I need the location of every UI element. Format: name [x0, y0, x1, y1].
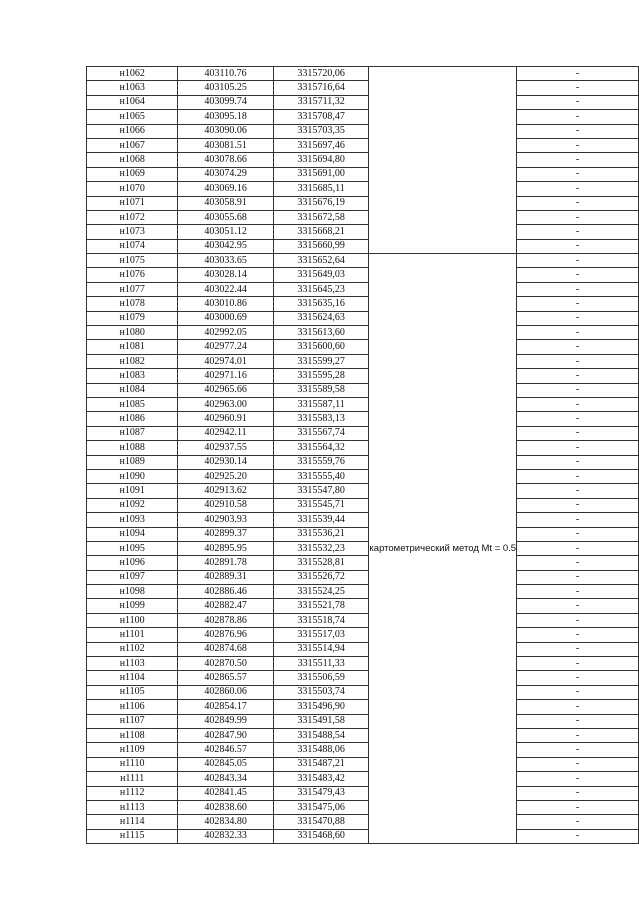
- table-row: [87, 397, 639, 411]
- y-coordinate-cell: 3315595,28: [273, 369, 369, 383]
- point-name-cell: н1070: [87, 182, 178, 196]
- y-coordinate-cell: 3315545,71: [273, 498, 369, 512]
- note-cell: -: [517, 124, 639, 138]
- point-name-cell: н1067: [87, 138, 178, 152]
- x-coordinate-cell: 403074.29: [178, 167, 274, 181]
- note-cell: -: [517, 110, 639, 124]
- x-coordinate-cell: 402882.47: [178, 599, 274, 613]
- table-row: [87, 426, 639, 440]
- point-name-cell: н1063: [87, 81, 178, 95]
- table-row: [87, 268, 639, 282]
- x-coordinate-cell: 403110.76: [178, 67, 274, 81]
- table-row: [87, 556, 639, 570]
- point-name-cell: н1111: [87, 772, 178, 786]
- table-row: [87, 412, 639, 426]
- coordinates-table-body: [87, 67, 639, 844]
- x-coordinate-cell: 403000.69: [178, 311, 274, 325]
- point-name-cell: н1079: [87, 311, 178, 325]
- y-coordinate-cell: 3315475,06: [273, 800, 369, 814]
- note-cell: -: [517, 225, 639, 239]
- point-name-cell: н1066: [87, 124, 178, 138]
- y-coordinate-cell: 3315555,40: [273, 469, 369, 483]
- table-row: [87, 585, 639, 599]
- x-coordinate-cell: 403022.44: [178, 282, 274, 296]
- table-row: [87, 728, 639, 742]
- x-coordinate-cell: 402913.62: [178, 484, 274, 498]
- y-coordinate-cell: 3315652,64: [273, 254, 369, 268]
- point-name-cell: н1080: [87, 326, 178, 340]
- point-name-cell: н1085: [87, 397, 178, 411]
- x-coordinate-cell: 402870.50: [178, 657, 274, 671]
- note-cell: -: [517, 369, 639, 383]
- table-row: [87, 541, 639, 555]
- y-coordinate-cell: 3315496,90: [273, 700, 369, 714]
- y-coordinate-cell: 3315539,44: [273, 513, 369, 527]
- point-name-cell: н1102: [87, 642, 178, 656]
- y-coordinate-cell: 3315668,21: [273, 225, 369, 239]
- point-name-cell: н1108: [87, 728, 178, 742]
- note-cell: -: [517, 642, 639, 656]
- table-row: [87, 153, 639, 167]
- note-cell: -: [517, 95, 639, 109]
- point-name-cell: н1104: [87, 671, 178, 685]
- point-name-cell: н1100: [87, 613, 178, 627]
- point-name-cell: н1073: [87, 225, 178, 239]
- point-name-cell: н1089: [87, 455, 178, 469]
- note-cell: -: [517, 728, 639, 742]
- point-name-cell: н1088: [87, 441, 178, 455]
- y-coordinate-cell: 3315488,06: [273, 743, 369, 757]
- point-name-cell: н1101: [87, 628, 178, 642]
- point-name-cell: н1110: [87, 757, 178, 771]
- table-row: [87, 297, 639, 311]
- point-name-cell: н1074: [87, 239, 178, 253]
- table-row: [87, 383, 639, 397]
- x-coordinate-cell: 402843.34: [178, 772, 274, 786]
- point-name-cell: н1098: [87, 585, 178, 599]
- table-row: [87, 772, 639, 786]
- x-coordinate-cell: 403081.51: [178, 138, 274, 152]
- table-row: [87, 570, 639, 584]
- y-coordinate-cell: 3315685,11: [273, 182, 369, 196]
- y-coordinate-cell: 3315559,76: [273, 455, 369, 469]
- note-cell: -: [517, 397, 639, 411]
- point-name-cell: н1106: [87, 700, 178, 714]
- x-coordinate-cell: 402903.93: [178, 513, 274, 527]
- point-name-cell: н1092: [87, 498, 178, 512]
- y-coordinate-cell: 3315697,46: [273, 138, 369, 152]
- note-cell: -: [517, 599, 639, 613]
- note-cell: -: [517, 671, 639, 685]
- x-coordinate-cell: 402874.68: [178, 642, 274, 656]
- y-coordinate-cell: 3315716,64: [273, 81, 369, 95]
- point-name-cell: н1064: [87, 95, 178, 109]
- point-name-cell: н1084: [87, 383, 178, 397]
- x-coordinate-cell: 403028.14: [178, 268, 274, 282]
- x-coordinate-cell: 402895.95: [178, 541, 274, 555]
- note-cell: -: [517, 829, 639, 843]
- point-name-cell: н1097: [87, 570, 178, 584]
- x-coordinate-cell: 402937.55: [178, 441, 274, 455]
- note-cell: -: [517, 570, 639, 584]
- point-name-cell: н1114: [87, 815, 178, 829]
- y-coordinate-cell: 3315470,88: [273, 815, 369, 829]
- table-row: [87, 628, 639, 642]
- y-coordinate-cell: 3315587,11: [273, 397, 369, 411]
- y-coordinate-cell: 3315536,21: [273, 527, 369, 541]
- x-coordinate-cell: 403078.66: [178, 153, 274, 167]
- y-coordinate-cell: 3315599,27: [273, 354, 369, 368]
- x-coordinate-cell: 402878.86: [178, 613, 274, 627]
- y-coordinate-cell: 3315503,74: [273, 685, 369, 699]
- note-cell: -: [517, 527, 639, 541]
- point-name-cell: н1093: [87, 513, 178, 527]
- x-coordinate-cell: 403051.12: [178, 225, 274, 239]
- table-row: [87, 455, 639, 469]
- y-coordinate-cell: 3315649,03: [273, 268, 369, 282]
- table-row: [87, 282, 639, 296]
- point-name-cell: н1091: [87, 484, 178, 498]
- table-row: [87, 642, 639, 656]
- note-cell: -: [517, 772, 639, 786]
- table-row: [87, 498, 639, 512]
- point-name-cell: н1103: [87, 657, 178, 671]
- y-coordinate-cell: 3315703,35: [273, 124, 369, 138]
- x-coordinate-cell: 403042.95: [178, 239, 274, 253]
- note-cell: -: [517, 340, 639, 354]
- x-coordinate-cell: 403055.68: [178, 210, 274, 224]
- table-row: [87, 369, 639, 383]
- note-cell: -: [517, 541, 639, 555]
- y-coordinate-cell: 3315708,47: [273, 110, 369, 124]
- x-coordinate-cell: 402974.01: [178, 354, 274, 368]
- x-coordinate-cell: 403069.16: [178, 182, 274, 196]
- y-coordinate-cell: 3315660,99: [273, 239, 369, 253]
- point-name-cell: н1076: [87, 268, 178, 282]
- y-coordinate-cell: 3315711,32: [273, 95, 369, 109]
- point-name-cell: н1095: [87, 541, 178, 555]
- x-coordinate-cell: 402865.57: [178, 671, 274, 685]
- point-name-cell: н1081: [87, 340, 178, 354]
- x-coordinate-cell: 402992.05: [178, 326, 274, 340]
- y-coordinate-cell: 3315583,13: [273, 412, 369, 426]
- point-name-cell: н1099: [87, 599, 178, 613]
- table-row: [87, 254, 639, 268]
- table-row: [87, 714, 639, 728]
- note-cell: -: [517, 239, 639, 253]
- note-cell: -: [517, 167, 639, 181]
- note-cell: -: [517, 196, 639, 210]
- point-name-cell: н1109: [87, 743, 178, 757]
- point-name-cell: н1086: [87, 412, 178, 426]
- point-name-cell: н1078: [87, 297, 178, 311]
- table-row: [87, 95, 639, 109]
- table-row: [87, 757, 639, 771]
- point-name-cell: н1065: [87, 110, 178, 124]
- x-coordinate-cell: 402925.20: [178, 469, 274, 483]
- note-cell: -: [517, 700, 639, 714]
- x-coordinate-cell: 402963.00: [178, 397, 274, 411]
- point-name-cell: н1115: [87, 829, 178, 843]
- x-coordinate-cell: 402889.31: [178, 570, 274, 584]
- table-row: [87, 613, 639, 627]
- point-name-cell: н1096: [87, 556, 178, 570]
- note-cell: -: [517, 297, 639, 311]
- x-coordinate-cell: 403033.65: [178, 254, 274, 268]
- point-name-cell: н1071: [87, 196, 178, 210]
- x-coordinate-cell: 402847.90: [178, 728, 274, 742]
- x-coordinate-cell: 402845.05: [178, 757, 274, 771]
- y-coordinate-cell: 3315468,60: [273, 829, 369, 843]
- note-cell: -: [517, 786, 639, 800]
- table-row: [87, 800, 639, 814]
- y-coordinate-cell: 3315511,33: [273, 657, 369, 671]
- x-coordinate-cell: 402960.91: [178, 412, 274, 426]
- note-cell: -: [517, 426, 639, 440]
- x-coordinate-cell: 402838.60: [178, 800, 274, 814]
- table-row: [87, 685, 639, 699]
- point-name-cell: н1107: [87, 714, 178, 728]
- note-cell: -: [517, 182, 639, 196]
- y-coordinate-cell: 3315526,72: [273, 570, 369, 584]
- point-name-cell: н1113: [87, 800, 178, 814]
- y-coordinate-cell: 3315483,42: [273, 772, 369, 786]
- note-cell: -: [517, 757, 639, 771]
- x-coordinate-cell: 402834.80: [178, 815, 274, 829]
- x-coordinate-cell: 402965.66: [178, 383, 274, 397]
- table-row: [87, 67, 639, 81]
- x-coordinate-cell: 402942.11: [178, 426, 274, 440]
- y-coordinate-cell: 3315488,54: [273, 728, 369, 742]
- note-cell: -: [517, 455, 639, 469]
- note-cell: -: [517, 714, 639, 728]
- x-coordinate-cell: 402854.17: [178, 700, 274, 714]
- table-row: [87, 239, 639, 253]
- point-name-cell: н1112: [87, 786, 178, 800]
- x-coordinate-cell: 402971.16: [178, 369, 274, 383]
- note-cell: -: [517, 743, 639, 757]
- note-cell: -: [517, 469, 639, 483]
- note-cell: -: [517, 354, 639, 368]
- table-row: [87, 210, 639, 224]
- x-coordinate-cell: 403058.91: [178, 196, 274, 210]
- note-cell: -: [517, 800, 639, 814]
- y-coordinate-cell: 3315613,60: [273, 326, 369, 340]
- x-coordinate-cell: 402860.06: [178, 685, 274, 699]
- table-row: [87, 81, 639, 95]
- point-name-cell: н1069: [87, 167, 178, 181]
- y-coordinate-cell: 3315521,78: [273, 599, 369, 613]
- note-cell: -: [517, 67, 639, 81]
- y-coordinate-cell: 3315518,74: [273, 613, 369, 627]
- y-coordinate-cell: 3315524,25: [273, 585, 369, 599]
- table-row: [87, 527, 639, 541]
- x-coordinate-cell: 402899.37: [178, 527, 274, 541]
- x-coordinate-cell: 403105.25: [178, 81, 274, 95]
- note-cell: -: [517, 311, 639, 325]
- note-cell: -: [517, 383, 639, 397]
- y-coordinate-cell: 3315600,60: [273, 340, 369, 354]
- note-cell: -: [517, 326, 639, 340]
- note-cell: -: [517, 685, 639, 699]
- y-coordinate-cell: 3315720,06: [273, 67, 369, 81]
- x-coordinate-cell: 402832.33: [178, 829, 274, 843]
- table-row: [87, 671, 639, 685]
- y-coordinate-cell: 3315676,19: [273, 196, 369, 210]
- x-coordinate-cell: 402886.46: [178, 585, 274, 599]
- y-coordinate-cell: 3315691,00: [273, 167, 369, 181]
- note-cell: -: [517, 556, 639, 570]
- y-coordinate-cell: 3315547,80: [273, 484, 369, 498]
- method-cell-upper: [369, 67, 517, 254]
- x-coordinate-cell: 402910.58: [178, 498, 274, 512]
- note-cell: -: [517, 268, 639, 282]
- x-coordinate-cell: 402977.24: [178, 340, 274, 354]
- note-cell: -: [517, 153, 639, 167]
- point-name-cell: н1105: [87, 685, 178, 699]
- y-coordinate-cell: 3315506,59: [273, 671, 369, 685]
- x-coordinate-cell: 402891.78: [178, 556, 274, 570]
- table-row: [87, 124, 639, 138]
- x-coordinate-cell: 403090.06: [178, 124, 274, 138]
- coordinates-table: [86, 66, 639, 844]
- point-name-cell: н1062: [87, 67, 178, 81]
- y-coordinate-cell: 3315479,43: [273, 786, 369, 800]
- note-cell: -: [517, 412, 639, 426]
- table-row: [87, 484, 639, 498]
- note-cell: -: [517, 81, 639, 95]
- y-coordinate-cell: 3315564,32: [273, 441, 369, 455]
- y-coordinate-cell: 3315635,16: [273, 297, 369, 311]
- note-cell: -: [517, 282, 639, 296]
- table-row: [87, 743, 639, 757]
- table-row: [87, 182, 639, 196]
- note-cell: -: [517, 513, 639, 527]
- x-coordinate-cell: 403095.18: [178, 110, 274, 124]
- table-row: [87, 225, 639, 239]
- y-coordinate-cell: 3315589,58: [273, 383, 369, 397]
- point-name-cell: н1094: [87, 527, 178, 541]
- table-row: [87, 340, 639, 354]
- table-row: [87, 599, 639, 613]
- table-row: [87, 786, 639, 800]
- y-coordinate-cell: 3315528,81: [273, 556, 369, 570]
- point-name-cell: н1077: [87, 282, 178, 296]
- table-row: [87, 196, 639, 210]
- y-coordinate-cell: 3315624,63: [273, 311, 369, 325]
- y-coordinate-cell: 3315514,94: [273, 642, 369, 656]
- x-coordinate-cell: 403099.74: [178, 95, 274, 109]
- note-cell: -: [517, 815, 639, 829]
- table-row: [87, 326, 639, 340]
- y-coordinate-cell: 3315491,58: [273, 714, 369, 728]
- note-cell: -: [517, 138, 639, 152]
- table-row: [87, 354, 639, 368]
- point-name-cell: н1082: [87, 354, 178, 368]
- point-name-cell: н1068: [87, 153, 178, 167]
- point-name-cell: н1087: [87, 426, 178, 440]
- table-row: [87, 167, 639, 181]
- table-row: [87, 815, 639, 829]
- method-cell: картометрический метод Mt = 0.5: [369, 254, 517, 844]
- y-coordinate-cell: 3315517,03: [273, 628, 369, 642]
- table-row: [87, 110, 639, 124]
- table-row: [87, 513, 639, 527]
- note-cell: -: [517, 210, 639, 224]
- note-cell: -: [517, 628, 639, 642]
- table-row: [87, 469, 639, 483]
- y-coordinate-cell: 3315645,23: [273, 282, 369, 296]
- x-coordinate-cell: 402930.14: [178, 455, 274, 469]
- x-coordinate-cell: 402846.57: [178, 743, 274, 757]
- x-coordinate-cell: 402849.99: [178, 714, 274, 728]
- x-coordinate-cell: 402876.96: [178, 628, 274, 642]
- table-row: [87, 700, 639, 714]
- y-coordinate-cell: 3315694,80: [273, 153, 369, 167]
- point-name-cell: н1083: [87, 369, 178, 383]
- x-coordinate-cell: 402841.45: [178, 786, 274, 800]
- point-name-cell: н1072: [87, 210, 178, 224]
- table-row: [87, 829, 639, 843]
- x-coordinate-cell: 403010.86: [178, 297, 274, 311]
- note-cell: -: [517, 484, 639, 498]
- y-coordinate-cell: 3315567,74: [273, 426, 369, 440]
- y-coordinate-cell: 3315532,23: [273, 541, 369, 555]
- note-cell: -: [517, 657, 639, 671]
- note-cell: -: [517, 441, 639, 455]
- point-name-cell: н1075: [87, 254, 178, 268]
- note-cell: -: [517, 498, 639, 512]
- note-cell: -: [517, 254, 639, 268]
- point-name-cell: н1090: [87, 469, 178, 483]
- table-row: [87, 311, 639, 325]
- table-row: [87, 138, 639, 152]
- note-cell: -: [517, 613, 639, 627]
- note-cell: -: [517, 585, 639, 599]
- y-coordinate-cell: 3315672,58: [273, 210, 369, 224]
- table-row: [87, 441, 639, 455]
- y-coordinate-cell: 3315487,21: [273, 757, 369, 771]
- table-row: [87, 657, 639, 671]
